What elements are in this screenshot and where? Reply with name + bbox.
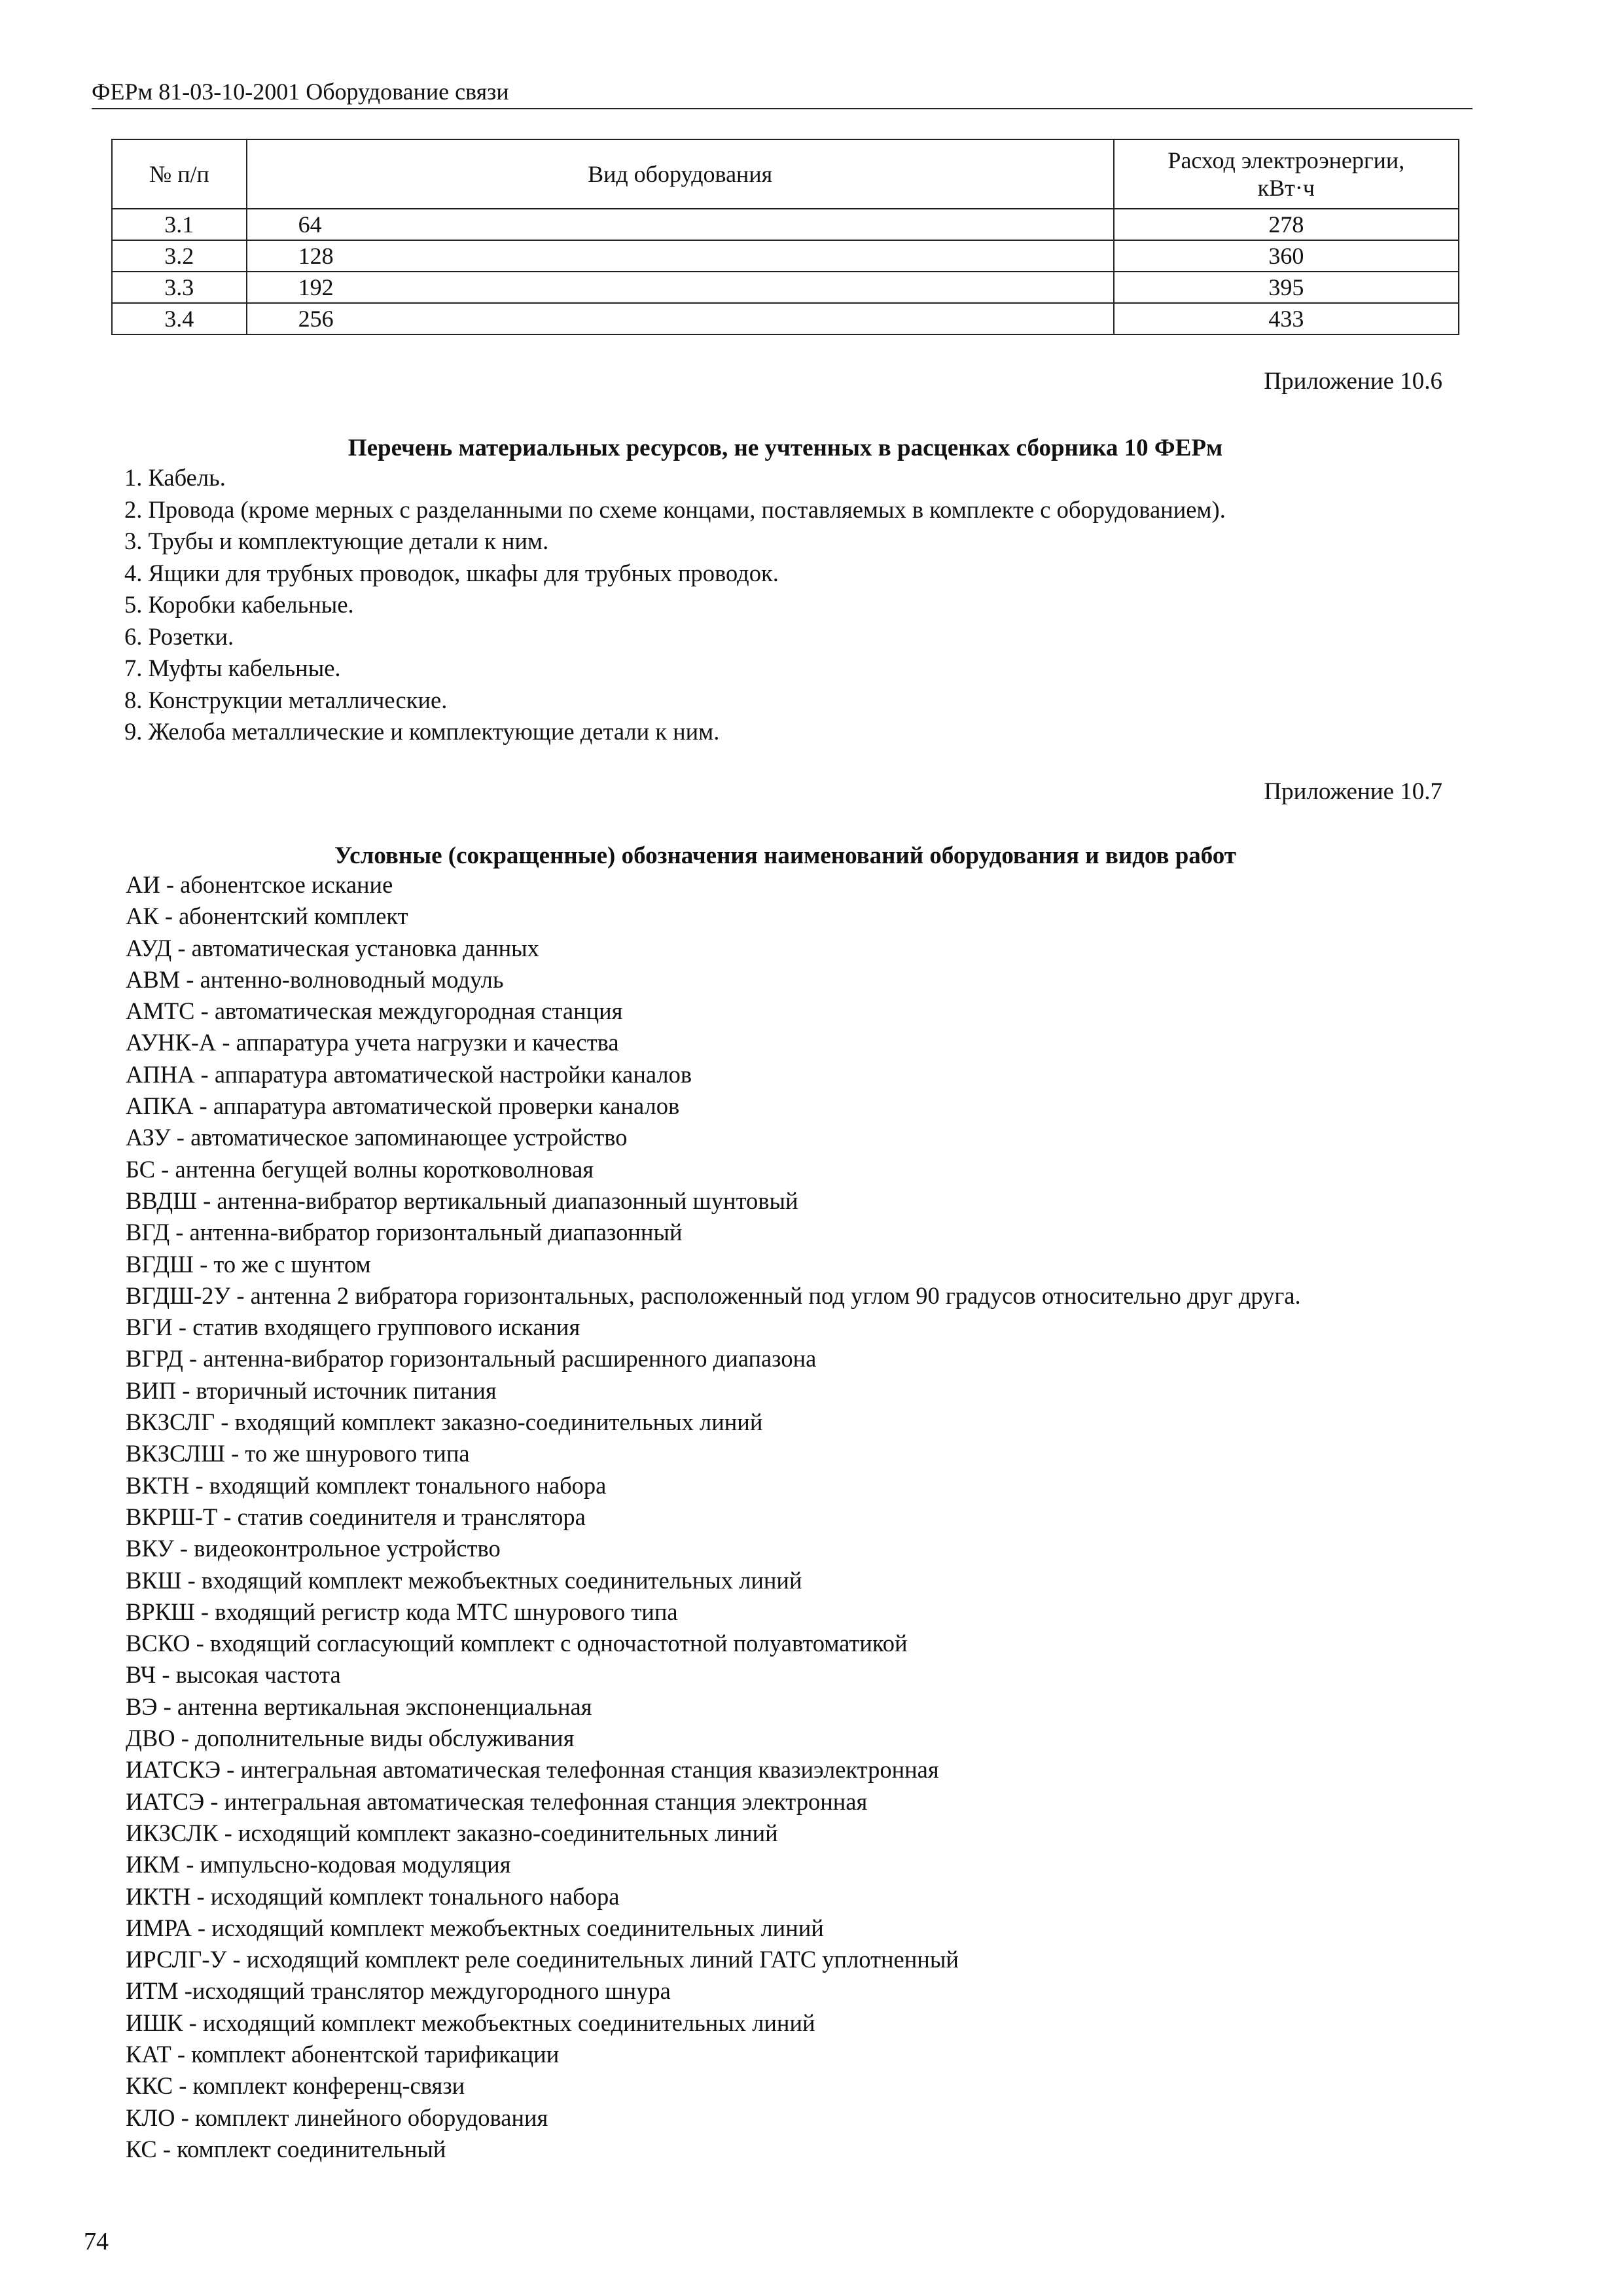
- list-item: ВГДШ - то же с шунтом: [126, 1250, 371, 1278]
- list-item: ВГИ - статив входящего группового искания: [126, 1314, 580, 1341]
- column-header-num: № п/п: [112, 139, 247, 209]
- list-item: БС - антенна бегущей волны коротковолновая: [126, 1155, 594, 1183]
- materials-list: [124, 462, 1459, 748]
- table-header-row: [112, 139, 1459, 209]
- list-item: ИТМ -исходящий транслятор междугородного шнура: [126, 1977, 671, 2005]
- list-item: ВКРШ-Т - статив соединителя и транслятора: [126, 1503, 586, 1530]
- column-header-power-line2: кВт·ч: [1257, 175, 1315, 201]
- list-item: ВГДШ-2У - антенна 2 вибратора горизонтальных, расположенный под углом 90 градусов относительно друг друга.: [126, 1282, 1301, 1309]
- list-item: ВГД - антенна-вибратор горизонтальный диапазонный: [126, 1219, 683, 1246]
- cell-num: 3.2: [112, 240, 247, 272]
- cell-type: 256: [247, 303, 1114, 334]
- list-item: ИКТН - исходящий комплект тонального набора: [126, 1882, 620, 1910]
- list-item: 2. Провода (кроме мерных с разделанными по схеме концами, поставляемых в комплекте с оборудованием).: [124, 495, 1226, 523]
- list-item: ВВДШ - антенна-вибратор вертикальный диапазонный шунтовый: [126, 1187, 798, 1214]
- cell-type: 64: [247, 209, 1114, 240]
- table-row: [112, 272, 1459, 303]
- cell-num: 3.1: [112, 209, 247, 240]
- list-item: 6. Розетки.: [124, 622, 234, 650]
- list-item: КС - комплект соединительный: [126, 2135, 446, 2162]
- abbreviations-list: [85, 869, 1472, 2165]
- list-item: ИКЗСЛК - исходящий комплект заказно-соединительных линий: [126, 1819, 778, 1846]
- list-item: ИАТСЭ - интегральная автоматическая телефонная станция электронная: [126, 1787, 868, 1815]
- list-item: ИАТСКЭ - интегральная автоматическая телефонная станция квазиэлектронная: [126, 1756, 939, 1784]
- column-header-power: [1114, 139, 1459, 209]
- power-consumption-table: [111, 139, 1459, 335]
- list-item: ВКЗСЛШ - то же шнурового типа: [126, 1440, 470, 1467]
- list-item: АИ - абонентское искание: [126, 871, 393, 898]
- list-item: ВКШ - входящий комплект межобъектных соединительных линий: [126, 1566, 802, 1594]
- list-item: АЗУ - автоматическое запоминающее устройство: [126, 1124, 628, 1151]
- appendix-10-6-label: Приложение 10.6: [1264, 368, 1442, 395]
- list-item: КАТ - комплект абонентской тарификации: [126, 2040, 560, 2068]
- list-item: ДВО - дополнительные виды обслуживания: [126, 1725, 575, 1752]
- cell-type: 192: [247, 272, 1114, 303]
- list-item: ВРКШ - входящий регистр кода МТС шнурового типа: [126, 1598, 678, 1625]
- list-item: ИМРА - исходящий комплект межобъектных соединительных линий: [126, 1914, 824, 1941]
- appendix-10-6-title: Перечень материальных ресурсов, не учтенных в расценках сборника 10 ФЕРм: [348, 435, 1223, 461]
- list-item: ВКУ - видеоконтрольное устройство: [126, 1535, 501, 1562]
- list-item: 4. Ящики для трубных проводок, шкафы для трубных проводок.: [124, 559, 779, 586]
- list-item: АУНК-А - аппаратура учета нагрузки и качества: [126, 1029, 619, 1056]
- cell-type: 128: [247, 240, 1114, 272]
- list-item: ИРСЛГ-У - исходящий комплект реле соединительных линий ГАТС уплотненный: [126, 1946, 959, 1973]
- column-header-power-line1: Расход электроэнергии,: [1168, 147, 1405, 173]
- list-item: АУД - автоматическая установка данных: [126, 934, 539, 961]
- list-item: 7. Муфты кабельные.: [124, 655, 341, 681]
- list-item: 5. Коробки кабельные.: [124, 591, 354, 618]
- list-item: ВСКО - входящий согласующий комплект с одночастотной полуавтоматикой: [126, 1630, 908, 1657]
- list-item: ВИП - вторичный источник питания: [126, 1376, 497, 1404]
- list-item: ИКМ - импульсно-кодовая модуляция: [126, 1851, 511, 1878]
- table-row: [112, 303, 1459, 334]
- list-item: ВКЗСЛГ - входящий комплект заказно-соединительных линий: [126, 1408, 763, 1436]
- cell-power: 433: [1114, 303, 1459, 334]
- list-item: КЛО - комплект линейного оборудования: [126, 2104, 548, 2131]
- page-number: 74: [84, 2228, 109, 2255]
- list-item: ВЭ - антенна вертикальная экспоненциальная: [126, 1693, 592, 1720]
- list-item: АМТС - автоматическая междугородная станция: [126, 997, 623, 1025]
- cell-power: 360: [1114, 240, 1459, 272]
- running-header: ФЕРм 81-03-10-2001 Оборудование связи: [92, 77, 1472, 109]
- list-item: АВМ - антенно-волноводный модуль: [126, 965, 504, 993]
- appendix-10-7-title: Условные (сокращенные) обозначения наименований оборудования и видов работ: [334, 842, 1236, 869]
- appendix-10-7-label: Приложение 10.7: [1264, 778, 1442, 805]
- column-header-type: Вид оборудования: [247, 139, 1114, 209]
- cell-power: 395: [1114, 272, 1459, 303]
- cell-num: 3.4: [112, 303, 247, 334]
- list-item: ВГРД - антенна-вибратор горизонтальный расширенного диапазона: [126, 1345, 817, 1372]
- list-item: ИШК - исходящий комплект межобъектных соединительных линий: [126, 2009, 815, 2036]
- cell-power: 278: [1114, 209, 1459, 240]
- table-row: [112, 209, 1459, 240]
- list-item: 8. Конструкции металлические.: [124, 686, 448, 713]
- cell-num: 3.3: [112, 272, 247, 303]
- list-item: 9. Желоба металлические и комплектующие детали к ним.: [124, 718, 720, 745]
- list-item: ККС - комплект конференц-связи: [126, 2072, 465, 2100]
- list-item: АПНА - аппаратура автоматической настройки каналов: [126, 1060, 692, 1088]
- list-item: 1. Кабель.: [124, 464, 226, 491]
- list-item: АПКА - аппаратура автоматической проверки каналов: [126, 1092, 680, 1120]
- list-item: АК - абонентский комплект: [126, 903, 408, 930]
- list-item: 3. Трубы и комплектующие детали к ним.: [124, 528, 549, 554]
- list-item: ВЧ - высокая частота: [126, 1661, 341, 1689]
- table-row: [112, 240, 1459, 272]
- list-item: ВКТН - входящий комплект тонального набора: [126, 1471, 607, 1499]
